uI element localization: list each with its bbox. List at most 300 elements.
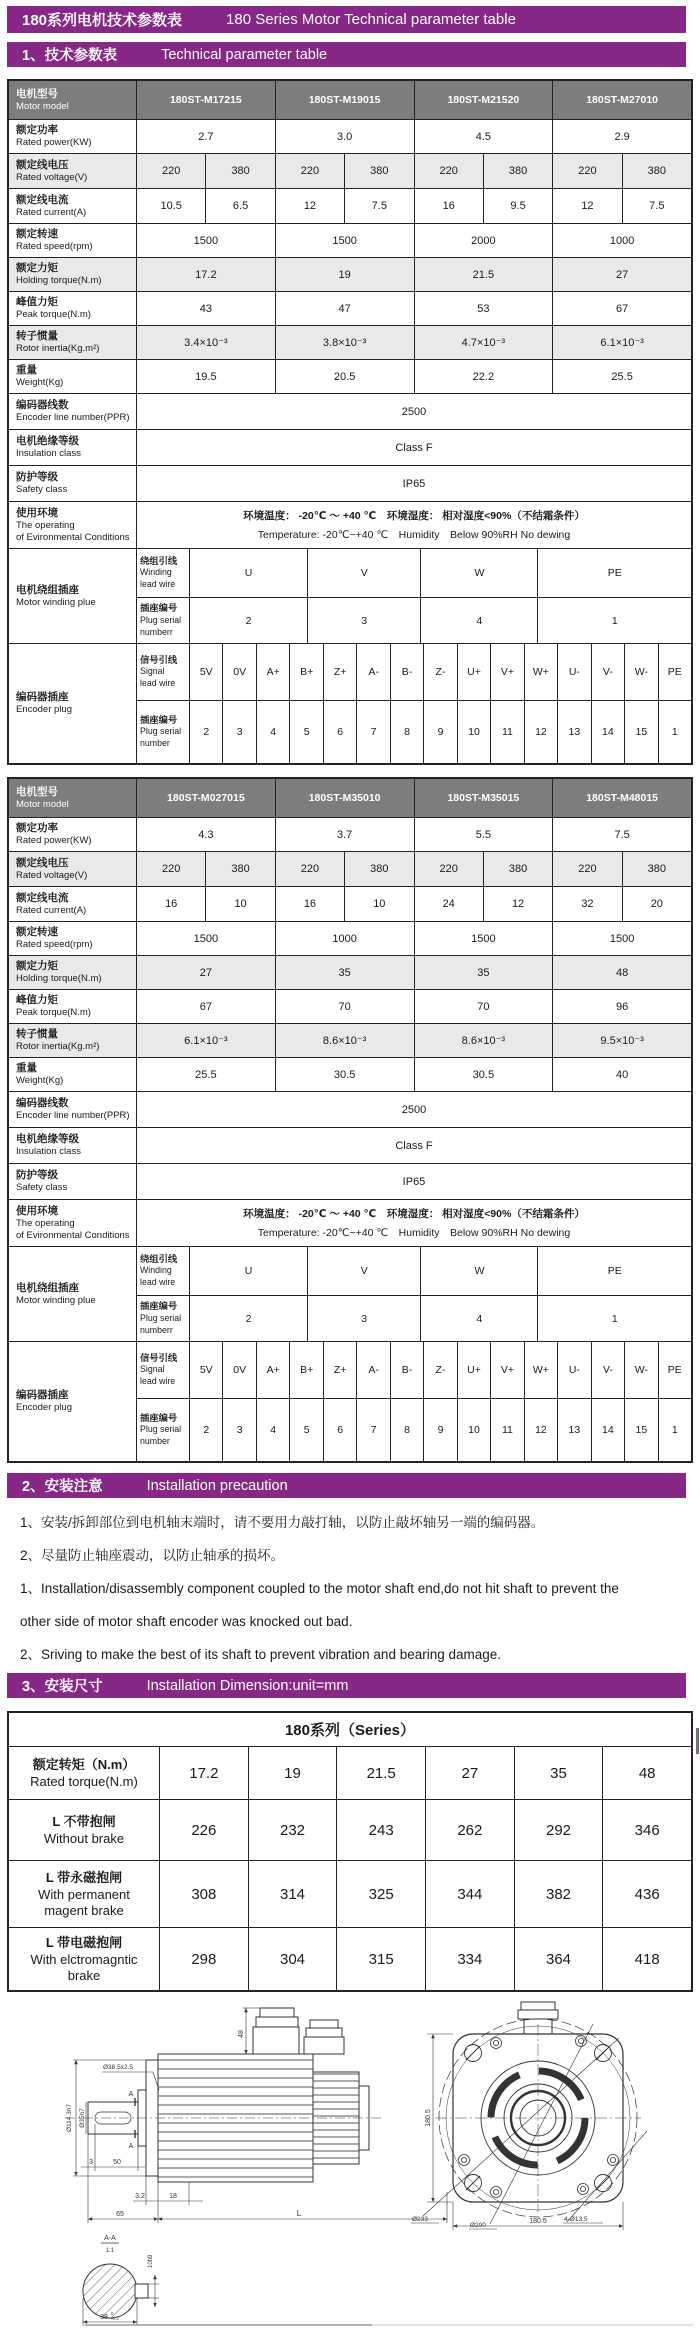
winding-plug-block bbox=[9, 548, 691, 643]
spec-value: 220 bbox=[552, 154, 621, 188]
row-label bbox=[9, 394, 136, 429]
plug-rows bbox=[136, 549, 691, 643]
dim-keyway-height: 10h9 bbox=[148, 2254, 154, 2268]
motor-model-label bbox=[9, 81, 136, 119]
plug-serial-value: 8 bbox=[390, 1399, 423, 1461]
label-zh: L 带永磁抱闸 bbox=[45, 1869, 123, 1885]
motor-model: 180ST-M21520 bbox=[414, 81, 553, 119]
sublabel-line: Plug serial bbox=[140, 726, 182, 737]
label-zh: 编码器线数 bbox=[16, 1097, 69, 1110]
spec-value: 2.9 bbox=[552, 120, 691, 153]
plug-lead-value: Z- bbox=[423, 644, 456, 700]
row-label bbox=[9, 990, 136, 1023]
row-label bbox=[9, 466, 136, 501]
plug-lead-value: 0V bbox=[222, 1342, 255, 1398]
plug-serial-value: 4 bbox=[256, 701, 289, 763]
label-zh: 电机型号 bbox=[16, 785, 58, 798]
plug-lead-value: U- bbox=[557, 644, 590, 700]
spec-value: 17.2 bbox=[136, 258, 275, 291]
spec-row bbox=[9, 188, 691, 223]
spec-row bbox=[9, 886, 691, 921]
spec-value: 7.5 bbox=[552, 818, 691, 851]
label-zh: 电机型号 bbox=[16, 87, 58, 100]
motor-model: 180ST-M19015 bbox=[275, 81, 414, 119]
environment-value bbox=[136, 1200, 691, 1246]
plug-lead-value: Z+ bbox=[323, 1342, 356, 1398]
dimension-value: 226 bbox=[159, 1800, 248, 1860]
spec-row bbox=[9, 429, 691, 465]
dimension-value: 334 bbox=[425, 1928, 514, 1990]
plug-row-serial bbox=[136, 700, 691, 763]
plug-sublabel bbox=[136, 1296, 189, 1341]
dim-flange-width: 180.5 bbox=[529, 2218, 547, 2225]
dimension-row-label bbox=[9, 1861, 159, 1927]
spec-row bbox=[9, 119, 691, 153]
spec-value: 1500 bbox=[414, 922, 553, 955]
label-en: Motor winding plue bbox=[16, 596, 96, 608]
label-en: Motor model bbox=[16, 100, 69, 112]
plug-lead-value: B+ bbox=[289, 1342, 322, 1398]
label-en: Rated torque(N.m) bbox=[30, 1773, 138, 1789]
label-en: of Evironmental Conditions bbox=[16, 532, 130, 544]
label-zh: 额定转矩（N.m） bbox=[32, 1756, 136, 1772]
note-line: 2、尽量防止轴座震动，以防止轴承的损坏。 bbox=[20, 1548, 285, 1563]
label-zh: 编码器插座 bbox=[16, 691, 69, 704]
section-2-banner bbox=[7, 1473, 686, 1498]
motor-model: 180ST-M027015 bbox=[136, 779, 275, 817]
spec-value: 2000 bbox=[414, 224, 553, 257]
dimension-value: 364 bbox=[514, 1928, 603, 1990]
dim-spigot: Ø114.3h7 bbox=[66, 2103, 73, 2133]
dimension-value: 436 bbox=[602, 1861, 691, 1927]
spec-value: 6.1×10⁻³ bbox=[136, 1024, 275, 1057]
plug-lead-value: B- bbox=[390, 644, 423, 700]
spec-table bbox=[7, 777, 693, 1463]
encoder-plug-block bbox=[9, 643, 691, 763]
plug-lead-value: 5V bbox=[189, 1342, 222, 1398]
plug-lead-value: W bbox=[420, 549, 537, 597]
plug-serial-value: 2 bbox=[189, 598, 307, 643]
section-1-title-en: Technical parameter table bbox=[161, 46, 328, 63]
spec-value: 30.5 bbox=[275, 1058, 414, 1091]
dimension-value: 298 bbox=[159, 1928, 248, 1990]
spec-value: 12 bbox=[483, 887, 552, 921]
dim-mount-holes: 4-Ø13.5 bbox=[564, 2216, 588, 2223]
sublabel-line: 绕组引线 bbox=[140, 1253, 178, 1264]
dimension-value: 304 bbox=[248, 1928, 337, 1990]
dimension-table bbox=[7, 1711, 693, 1992]
spec-row bbox=[9, 291, 691, 325]
label-en: magent brake bbox=[44, 1903, 124, 1919]
dimension-value: 35 bbox=[514, 1747, 603, 1799]
plug-serial-value: 4 bbox=[256, 1399, 289, 1461]
plug-lead-value: W+ bbox=[524, 644, 557, 700]
plug-serial-value: 14 bbox=[591, 1399, 624, 1461]
spec-row bbox=[9, 1057, 691, 1091]
plug-serial-value: 3 bbox=[222, 701, 255, 763]
plug-serial-value: 4 bbox=[420, 598, 537, 643]
plug-serial-value: 5 bbox=[289, 701, 322, 763]
spec-value: 25.5 bbox=[552, 360, 691, 393]
spec-value: 380 bbox=[344, 154, 413, 188]
shaft-section-view bbox=[83, 2235, 159, 2326]
dimension-row-label bbox=[9, 1928, 159, 1990]
plug-serial-value: 1 bbox=[537, 1296, 691, 1341]
spec-value: 380 bbox=[483, 852, 552, 886]
spec-row bbox=[9, 1023, 691, 1057]
spec-value: 12 bbox=[552, 189, 621, 223]
spec-value: 7.5 bbox=[622, 189, 691, 223]
row-label bbox=[9, 502, 136, 548]
spec-value: Class F bbox=[136, 430, 691, 465]
spec-value: 8.6×10⁻³ bbox=[414, 1024, 553, 1057]
label-zh: 编码器插座 bbox=[16, 1389, 69, 1402]
motor-model: 180ST-M48015 bbox=[552, 779, 691, 817]
dimension-row-label bbox=[9, 1800, 159, 1860]
label-en: With elctromagntic bbox=[30, 1951, 138, 1967]
dim-shaft-thread: Ø38.5x2.5 bbox=[103, 2064, 133, 2071]
dimension-row bbox=[9, 1799, 691, 1860]
plug-lead-value: V- bbox=[591, 644, 624, 700]
spec-value: 6.1×10⁻³ bbox=[552, 326, 691, 359]
spec-value: 53 bbox=[414, 292, 553, 325]
dim-flange-height: 180.5 bbox=[425, 2109, 432, 2127]
spec-row bbox=[9, 393, 691, 429]
row-label bbox=[9, 644, 136, 763]
plug-serial-value: 1 bbox=[658, 701, 691, 763]
label-en: With permanent bbox=[38, 1886, 130, 1902]
spec-value: 24 bbox=[414, 887, 483, 921]
motor-model: 180ST-M17215 bbox=[136, 81, 275, 119]
spec-value: Class F bbox=[136, 1128, 691, 1163]
label-en: Rated current(A) bbox=[16, 206, 87, 218]
spec-value: 70 bbox=[275, 990, 414, 1023]
spec-value: 1000 bbox=[552, 224, 691, 257]
dim-3-2: 3.2 bbox=[135, 2193, 145, 2200]
spec-value: 22.2 bbox=[414, 360, 553, 393]
spec-value: 27 bbox=[136, 956, 275, 989]
spec-row bbox=[9, 1127, 691, 1163]
row-label bbox=[9, 1024, 136, 1057]
plug-rows bbox=[136, 644, 691, 763]
plug-lead-value: PE bbox=[658, 644, 691, 700]
spec-row bbox=[9, 257, 691, 291]
spec-row bbox=[9, 501, 691, 548]
label-zh: 额定力矩 bbox=[16, 262, 58, 275]
label-zh: 防护等级 bbox=[16, 471, 58, 484]
plug-serial-value: 5 bbox=[289, 1399, 322, 1461]
dimension-row bbox=[9, 1746, 691, 1799]
label-en: Rated speed(rpm) bbox=[16, 241, 93, 253]
spec-value: 67 bbox=[136, 990, 275, 1023]
row-label bbox=[9, 1200, 136, 1246]
spec-value: 1500 bbox=[275, 224, 414, 257]
note-line: 1、安装/拆卸部位到电机轴末端时，请不要用力敲打轴，以防止敲坏轴另一端的编码器。 bbox=[20, 1515, 545, 1530]
installation-drawing-area bbox=[7, 1996, 700, 2333]
label-en: Rotor inertia(Kg.m²) bbox=[16, 1041, 100, 1053]
spec-row bbox=[9, 1199, 691, 1246]
spec-value: 3.7 bbox=[275, 818, 414, 851]
spec-row bbox=[9, 989, 691, 1023]
label-zh: 额定转速 bbox=[16, 926, 58, 939]
label-en: The operating bbox=[16, 519, 75, 531]
sublabel-line: numberr bbox=[140, 1324, 173, 1335]
spec-value: 19 bbox=[275, 258, 414, 291]
plug-sublabel bbox=[136, 1342, 189, 1398]
sublabel-line: Plug serial bbox=[140, 614, 182, 625]
page-title-banner bbox=[7, 6, 686, 33]
row-label bbox=[9, 1247, 136, 1341]
installation-notes bbox=[20, 1506, 680, 1671]
page-edge-mark bbox=[696, 1728, 699, 1754]
plug-serial-value: 13 bbox=[557, 701, 590, 763]
dimension-value: 292 bbox=[514, 1800, 603, 1860]
label-en: Rated voltage(V) bbox=[16, 171, 88, 183]
dimension-value: 27 bbox=[425, 1747, 514, 1799]
section-3-title-zh: 3、安装尺寸 bbox=[22, 1679, 103, 1695]
spec-value: 1500 bbox=[136, 922, 275, 955]
spec-value: 4.3 bbox=[136, 818, 275, 851]
motor-model: 180ST-M35015 bbox=[414, 779, 553, 817]
sublabel-line: Plug serial bbox=[140, 1424, 182, 1435]
label-zh: 额定线电压 bbox=[16, 856, 69, 869]
plug-serial-value: 4 bbox=[420, 1296, 537, 1341]
section-1-title-zh: 1、技术参数表 bbox=[22, 48, 118, 64]
label-en: Insulation class bbox=[16, 448, 81, 460]
row-label bbox=[9, 360, 136, 393]
plug-serial-value: 3 bbox=[307, 1296, 420, 1341]
label-zh: 转子惯量 bbox=[16, 1028, 58, 1041]
dimension-value: 21.5 bbox=[336, 1747, 425, 1799]
plug-lead-value: B+ bbox=[289, 644, 322, 700]
motor-model: 180ST-M35010 bbox=[275, 779, 414, 817]
dim-bolt-circle: Ø200 bbox=[470, 2222, 486, 2229]
plug-lead-value: A+ bbox=[256, 1342, 289, 1398]
plug-row-serial bbox=[136, 597, 691, 643]
label-zh: 额定线电流 bbox=[16, 193, 69, 206]
sublabel-line: lead wire bbox=[140, 678, 176, 689]
spec-value: 2.7 bbox=[136, 120, 275, 153]
plug-serial-value: 9 bbox=[423, 701, 456, 763]
row-label bbox=[9, 224, 136, 257]
plug-serial-value: 10 bbox=[457, 701, 490, 763]
dim-keyway-width: 38 bbox=[100, 2314, 108, 2321]
spec-value: 10.5 bbox=[136, 189, 205, 223]
plug-lead-value: 0V bbox=[222, 644, 255, 700]
plug-sublabel bbox=[136, 1399, 189, 1461]
row-label bbox=[9, 887, 136, 921]
sublabel-line: 插座编号 bbox=[140, 1412, 178, 1423]
spec-value: 1500 bbox=[552, 922, 691, 955]
label-en: Rotor inertia(Kg.m²) bbox=[16, 343, 100, 355]
env-line-en: Temperature: -20℃~+40 ℃ Humidity Below 90%RH No dewing bbox=[257, 1227, 571, 1239]
plug-serial-value: 2 bbox=[189, 1399, 222, 1461]
plug-lead-value: Z+ bbox=[323, 644, 356, 700]
spec-value: 2500 bbox=[136, 394, 691, 429]
environment-value bbox=[136, 502, 691, 548]
spec-value: 16 bbox=[136, 887, 205, 921]
plug-rows bbox=[136, 1342, 691, 1461]
plug-lead-value: W- bbox=[624, 644, 657, 700]
datasheet-page bbox=[0, 6, 700, 2333]
sublabel-line: 插座编号 bbox=[140, 603, 178, 614]
plug-serial-value: 8 bbox=[390, 701, 423, 763]
section-mark-a-bottom: A bbox=[128, 2143, 134, 2150]
sublabel-line: lead wire bbox=[140, 1376, 176, 1387]
plug-serial-value: 2 bbox=[189, 701, 222, 763]
spec-value: 220 bbox=[275, 852, 344, 886]
plug-lead-value: U+ bbox=[457, 1342, 490, 1398]
label-zh: 峰值力矩 bbox=[16, 296, 58, 309]
spec-value: 16 bbox=[275, 887, 344, 921]
label-en: of Evironmental Conditions bbox=[16, 1230, 130, 1242]
note-line: 1、Installation/disassembly component coupled to the motor shaft end,do not hit shaft to prevent the bbox=[20, 1581, 619, 1596]
spec-value: 35 bbox=[414, 956, 553, 989]
label-en: Motor winding plue bbox=[16, 1294, 96, 1306]
spec-row bbox=[9, 955, 691, 989]
sublabel-line: lead wire bbox=[140, 1277, 176, 1288]
plug-lead-value: PE bbox=[537, 549, 691, 597]
row-label bbox=[9, 1092, 136, 1127]
encoder-plug-block bbox=[9, 1341, 691, 1461]
motor-side-view bbox=[65, 2008, 381, 2182]
dimension-value: 314 bbox=[248, 1861, 337, 1927]
plug-serial-value: 7 bbox=[356, 1399, 389, 1461]
label-zh: 重量 bbox=[16, 1062, 37, 1075]
plug-lead-value: W+ bbox=[524, 1342, 557, 1398]
dimension-value: 19 bbox=[248, 1747, 337, 1799]
spec-row bbox=[9, 153, 691, 188]
section-3-title-en: Installation Dimension:unit=mm bbox=[146, 1677, 349, 1694]
label-en: Holding torque(N.m) bbox=[16, 275, 102, 287]
label-en: Holding torque(N.m) bbox=[16, 973, 102, 985]
installation-drawing bbox=[7, 1996, 693, 2328]
plug-lead-value: U+ bbox=[457, 644, 490, 700]
sublabel-line: 信号引线 bbox=[140, 1352, 178, 1363]
sublabel-line: Winding bbox=[140, 1265, 172, 1276]
label-zh: 电机绕组插座 bbox=[16, 583, 79, 596]
plug-lead-value: V+ bbox=[490, 644, 523, 700]
plug-lead-value: PE bbox=[537, 1247, 691, 1295]
dimension-value: 325 bbox=[336, 1861, 425, 1927]
plug-lead-value: W bbox=[420, 1247, 537, 1295]
sublabel-line: Signal bbox=[140, 666, 165, 677]
plug-serial-value: 15 bbox=[624, 1399, 657, 1461]
plug-serial-value: 3 bbox=[222, 1399, 255, 1461]
spec-row bbox=[9, 1163, 691, 1199]
dimension-value: 48 bbox=[602, 1747, 691, 1799]
label-en: Safety class bbox=[16, 484, 68, 496]
dimension-value: 344 bbox=[425, 1861, 514, 1927]
row-label bbox=[9, 818, 136, 851]
sublabel-line: 绕组引线 bbox=[140, 555, 178, 566]
spec-value: 21.5 bbox=[414, 258, 553, 291]
spec-value: 380 bbox=[622, 154, 691, 188]
spec-header-row bbox=[9, 81, 691, 119]
label-en: Peak torque(N.m) bbox=[16, 1007, 91, 1019]
dimension-value: 232 bbox=[248, 1800, 337, 1860]
spec-value: 19.5 bbox=[136, 360, 275, 393]
row-label bbox=[9, 292, 136, 325]
env-line-zh: 环境温度： -20℃ ～ +40 ℃ 环境湿度： 相对湿度<90%（不结霜条件） bbox=[243, 1208, 585, 1220]
plug-row-lead bbox=[136, 1247, 691, 1295]
dimension-value: 243 bbox=[336, 1800, 425, 1860]
plug-serial-value: 9 bbox=[423, 1399, 456, 1461]
dim-keyway-tol-hi: 0 bbox=[111, 2311, 114, 2316]
spec-value: 380 bbox=[622, 852, 691, 886]
dimension-table-area bbox=[0, 1711, 700, 1992]
label-en: Weight(Kg) bbox=[16, 377, 64, 389]
spec-value: 380 bbox=[205, 154, 274, 188]
plug-serial-value: 14 bbox=[591, 701, 624, 763]
spec-value: 1500 bbox=[136, 224, 275, 257]
sublabel-line: number bbox=[140, 1436, 170, 1447]
plug-serial-value: 12 bbox=[524, 701, 557, 763]
spec-value: 380 bbox=[344, 852, 413, 886]
sublabel-line: Signal bbox=[140, 1364, 165, 1375]
spec-value: 220 bbox=[136, 852, 205, 886]
spec-value: 25.5 bbox=[136, 1058, 275, 1091]
row-label bbox=[9, 154, 136, 188]
sublabel-line: 插座编号 bbox=[140, 1301, 178, 1312]
spec-value: 10 bbox=[344, 887, 413, 921]
spec-row bbox=[9, 817, 691, 851]
label-en: Weight(Kg) bbox=[16, 1075, 64, 1087]
row-label bbox=[9, 852, 136, 886]
plug-serial-value: 6 bbox=[323, 701, 356, 763]
label-en: Rated current(A) bbox=[16, 904, 87, 916]
env-line-zh: 环境温度： -20℃ ～ +40 ℃ 环境湿度： 相对湿度<90%（不结霜条件） bbox=[243, 510, 585, 522]
motor-model: 180ST-M27010 bbox=[552, 81, 691, 119]
sublabel-line: Winding bbox=[140, 567, 172, 578]
spec-value: 30.5 bbox=[414, 1058, 553, 1091]
label-zh: 转子惯量 bbox=[16, 330, 58, 343]
spec-value: IP65 bbox=[136, 1164, 691, 1199]
row-label bbox=[9, 549, 136, 643]
plug-sublabel bbox=[136, 598, 189, 643]
dim-shaft-dia: Ø35h7 bbox=[79, 2108, 86, 2128]
sublabel-line: 信号引线 bbox=[140, 654, 178, 665]
spec-value: 10 bbox=[205, 887, 274, 921]
spec-value: 380 bbox=[483, 154, 552, 188]
label-zh: L 带电磁抱闸 bbox=[45, 1934, 123, 1950]
spec-value: 43 bbox=[136, 292, 275, 325]
dimension-value: 418 bbox=[602, 1928, 691, 1990]
spec-value: 4.7×10⁻³ bbox=[414, 326, 553, 359]
plug-sublabel bbox=[136, 644, 189, 700]
dim-outer-circle: Ø233 bbox=[412, 2216, 428, 2223]
front-view-dim-labels bbox=[412, 2109, 588, 2229]
plug-lead-value: B- bbox=[390, 1342, 423, 1398]
row-label bbox=[9, 1164, 136, 1199]
dimension-value: 315 bbox=[336, 1928, 425, 1990]
spec-value: 47 bbox=[275, 292, 414, 325]
plug-lead-value: V+ bbox=[490, 1342, 523, 1398]
spec-value: 220 bbox=[275, 154, 344, 188]
label-zh: 额定线电流 bbox=[16, 891, 69, 904]
spec-row bbox=[9, 851, 691, 886]
note-line: other side of motor shaft encoder was knocked out bad. bbox=[20, 1614, 353, 1629]
motor-model-label bbox=[9, 779, 136, 817]
plug-serial-value: 7 bbox=[356, 701, 389, 763]
plug-serial-value: 12 bbox=[524, 1399, 557, 1461]
spec-value: 40 bbox=[552, 1058, 691, 1091]
plug-lead-value: 5V bbox=[189, 644, 222, 700]
label-en: Encoder line number(PPR) bbox=[16, 412, 130, 424]
plug-row-serial bbox=[136, 1295, 691, 1341]
spec-value: 3.8×10⁻³ bbox=[275, 326, 414, 359]
label-zh: 额定转速 bbox=[16, 228, 58, 241]
